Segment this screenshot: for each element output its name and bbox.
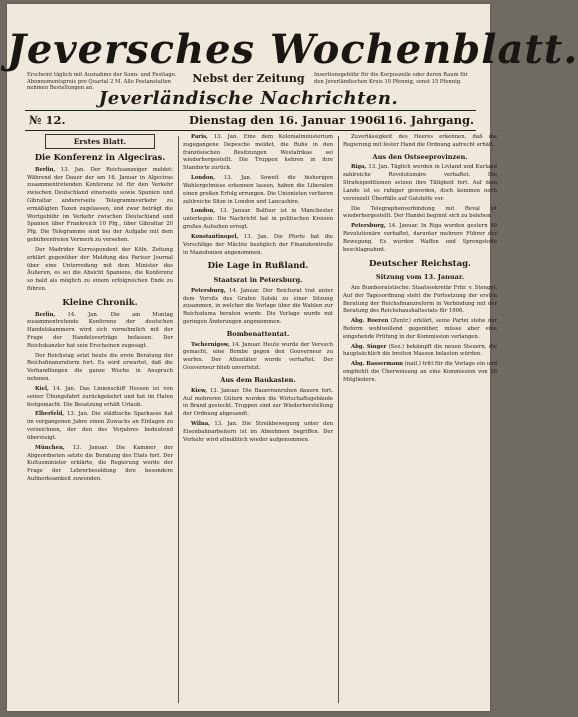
masthead-subtitle: Jeverländische Nachrichten. [98,88,399,109]
paragraph-text: 13. Jan. Eine dem Kolonialministerium zugegangene Depesche meldet, die Ruhe in den französischen Besitzungen Westafrikas sei wiederhergestellt. Die Truppen kehren in ihre Standorte zurück. [183,134,334,172]
article-paragraph [183,421,333,444]
article-paragraph [27,445,173,484]
paragraph-text: 13. Jan. Die Streikbewegung unter den Eisenbahnarbeitern ist im Abnehmen begriffen. Der Verkehr wird allmählich wieder aufgenommen. [183,421,333,443]
article-paragraph [27,411,173,442]
article-paragraph [183,342,333,373]
article-paragraph [183,134,333,173]
article-headline: Kleine Chronik. [62,297,138,308]
rule-bottom [25,130,476,131]
article-subheadline: Aus den Ostseeprovinzen. [372,152,468,161]
dateline [29,113,474,129]
dateline-place: Tschernigow, [191,341,230,348]
article-paragraph [27,386,173,409]
dateline-place: Abg. Roeren [351,318,389,325]
article-paragraph [343,285,497,316]
paragraph-text: Am Bundesratstische: Staatssekretär Frhr. v. Stengel. Auf der Tagesordnung steht die Fortsetzung der ersten Beratung der Reichsfinanzreform in Verbindung mit der Beratung des Reichshaushaltsetats für 1906. [343,284,497,315]
article-subheadline: Bombenattentat. [226,329,290,338]
paragraph-text: 13. Jan. Täglich werden in Livland und Kurland zahlreiche Revolutionäre verhaftet. Die Strafexpeditionen setzen ihre Tätigkeit fort. Auf dem Lande ist es ruhiger geworden, doch kommen noch vereinzelt Überfälle auf Gutshöfe vor. [343,164,497,202]
dateline-place: Kiel, [35,385,49,392]
newspaper-page [7,4,578,711]
paragraph-text: 13. Januar. Die Kammer der Abgeordneten setzte die Beratung des Etats fort. Der Kultusminister erklärte, die Regierung werde der Frage der Lehrerbesoldung ihre besondere Aufmerksamkeit zuwenden. [27,444,173,483]
dateline-place: Petersburg, [191,287,226,294]
article-paragraph [27,312,173,351]
paragraph-text: Der Reichstag setzt heute die erste Beratung der Reichsfinanzreform fort. Es wird erwartet, daß die Verhandlungen die ganze Woche in Anspruch nehmen. [27,352,173,383]
article-paragraph [183,388,333,419]
paragraph-text: 13. Januar. Die Bauernunruhen dauern fort. Auf mehreren Gütern wurden die Wirtschaftsgebäude in Brand gesteckt. Truppen sind zur Wiederherstellung der Ordnung abgesandt. [183,387,333,418]
issue-year: 116. Jahrgang. [378,113,474,127]
dateline-place: Konstantinopel, [191,233,239,240]
dateline-place: London, [191,175,216,182]
dateline-place: Berlin, [35,166,56,173]
paragraph-text: (Zentr.) erklärt, seine Partei stehe der Reform wohlwollend gegenüber, müsse aber eine eingehende Prüfung in der Kommission verlangen. [343,318,498,340]
dateline-place: Petersburg, [351,223,386,230]
section-label: Erstes Blatt. [45,134,155,149]
advertising-info: Insertionsgebühr für die Korpuszeile oder deren Raum für den Jeverländischen Kreis 10 Pfennig, sonst 15 Pfennig. [314,72,468,85]
article-headline: Deutscher Reichstag. [368,258,472,269]
dateline-place: Kiew, [191,387,207,394]
paragraph-text: Der Madrider Korrespondent der Köln. Zeitung erklärt gegenüber der Meldung des Pariser Journal über eine Unterredung mit dem Minister des Äußeren, es sei die Absicht Spaniens, die Konferenz so bald als möglich zu einem erfolgreichen Ende zu führen. [27,246,173,293]
article-paragraph [183,234,333,257]
paragraph-text: 14. Januar. Heute wurde der Versuch gemacht, eine Bombe gegen den Gouverneur zu werfen. Der Attentäter wurde verhaftet. Der Gouverneur blieb unverletzt. [183,341,334,372]
article-paragraph [343,318,497,341]
column-divider [338,136,339,703]
issue-date: Dienstag den 16. Januar 1906. [189,113,386,127]
article-subheadline: Aus dem Baukasten. [220,375,296,384]
article-headline: Die Lage in Rußland. [207,261,309,272]
article-headline: Die Konferenz in Algeciras. [34,153,166,164]
column-1 [27,134,173,703]
paragraph-text: Zuverlässigkeit des Heeres erkennen, daß die Regierung mit fester Hand die Ordnung aufrecht erhält. [343,134,497,148]
article-paragraph [343,223,497,254]
paragraph-text: 13. Jan. Die städtische Sparkasse hat im vergangenen Jahre einen Zuwachs an Einlagen zu verzeichnen, der den des Vorjahres bedeutend übersteigt. [27,411,174,441]
article-paragraph [343,206,497,222]
dateline-place: Elberfeld, [35,411,65,418]
article-paragraph [27,167,173,245]
article-paragraph [343,134,497,150]
article-subheadline: Sitzung vom 13. Januar. [375,273,465,282]
paragraph-text: 13. Jan. Der Reichsanzeiger meldet: Während der Dauer der am 16. Januar in Algeciras zusammentretenden Konferenz ist für den Verkehr zwischen Deutschland einerseits sowie Spanien und Gibraltar andererseits Telegrammverkehr zu ermäßigten Taxen zugelassen, und zwar beträgt die Wortgebühr im Verkehr zwischen Deutschland und Spanien über Frankreich 10 Pfg., über Gibraltar 20 Pfg. Die Telegramme sind bei der Aufgabe mit dem gebührenfreien Vermerk zu versehen. [27,166,173,244]
masthead-title: Jeversches Wochenblatt. [7,26,578,73]
article-paragraph [183,175,333,206]
article-paragraph [27,247,173,294]
issue-number: № 12. [29,113,66,127]
dateline-place: Berlin, [35,311,56,318]
dateline-place: Wilna, [191,421,211,428]
article-columns [27,134,498,703]
dateline-place: London, [191,208,216,215]
paragraph-text: 13. Jan. Soweit die bisherigen Wahlergebnisse erkennen lassen, haben die Liberalen einen großen Erfolg errungen. Die Unionisten verlieren zahlreiche Sitze in London und Lancashire. [183,175,334,205]
column-2 [183,134,333,703]
dateline-place: München, [35,444,65,451]
paragraph-text: 14. Januar. Der Reichsrat trat unter dem Vorsitz des Grafen Solski zu einer Sitzung zusammen, in welcher die Vorlage über die Wahlen zur Reichsduma beraten wurde. Die Vorlage wurde mit geringen Änderungen angenommen. [183,287,333,326]
dateline-place: Abg. Bassermann [351,361,404,368]
rule-top [25,110,476,111]
paragraph-text: Die Telegraphenverbindung mit Reval ist wiederhergestellt. Der Handel beginnt sich zu beleben. [343,205,497,220]
paragraph-text: 14. Jan. Das Linienschiff Hessen ist von seiner Übungsfahrt zurückgekehrt und hat im Hafen festgemacht. Die Besatzung erhält Urlaub. [27,385,173,408]
dateline-place: Riga, [351,164,367,171]
article-paragraph [343,164,497,203]
article-paragraph [183,288,333,327]
dateline-place: Abg. Singer [351,343,387,350]
nebst-line: Nebst der Zeitung [192,72,305,85]
article-paragraph [343,361,497,384]
paragraph-text: (natl.) tritt für die Vorlage ein und empfiehlt die Überweisung an eine Kommission von 28 Mitgliedern. [343,361,497,383]
paragraph-text: 13. Januar. Balfour ist in Manchester unterlegen. Die Nachricht hat in politischen Kreisen großes Aufsehen erregt. [183,208,333,231]
article-paragraph [27,353,173,384]
paragraph-text: 14. Januar. In Riga wurden gestern 40 Revolutionäre verhaftet, darunter mehrere Führer der Bewegung. Es wurden Waffen und Sprengstoffe beschlagnahmt. [343,223,498,253]
dateline-place: Paris, [191,134,208,140]
paragraph-text: 14. Jan. Die am Montag zusammentretende Konferenz der deutschen Handelskammern wird sich vornehmlich mit der Frage der Handelsverträge befassen. Der Reichskanzler hat sein Erscheinen zugesagt. [27,311,174,349]
article-paragraph [343,344,497,360]
column-divider [178,136,179,703]
article-subheadline: Staatsrat in Petersburg. [213,276,303,284]
subscription-info: Erscheint täglich mit Ausnahme der Sonn- und Festtage. Abonnementspreis pro Quartal 2 M. Alle Postanstalten nehmen Bestellungen an. [27,72,177,91]
column-3 [343,134,497,703]
article-paragraph [183,208,333,231]
paragraph-text: (Soz.) bekämpft die neuen Steuern, die hauptsächlich die breiten Massen belasten würden. [343,343,498,358]
paragraph-text: 13. Jan. Die Pforte hat die Vorschläge der Mächte bezüglich der Finanzkontrolle in Mazedonien angenommen. [183,233,333,256]
